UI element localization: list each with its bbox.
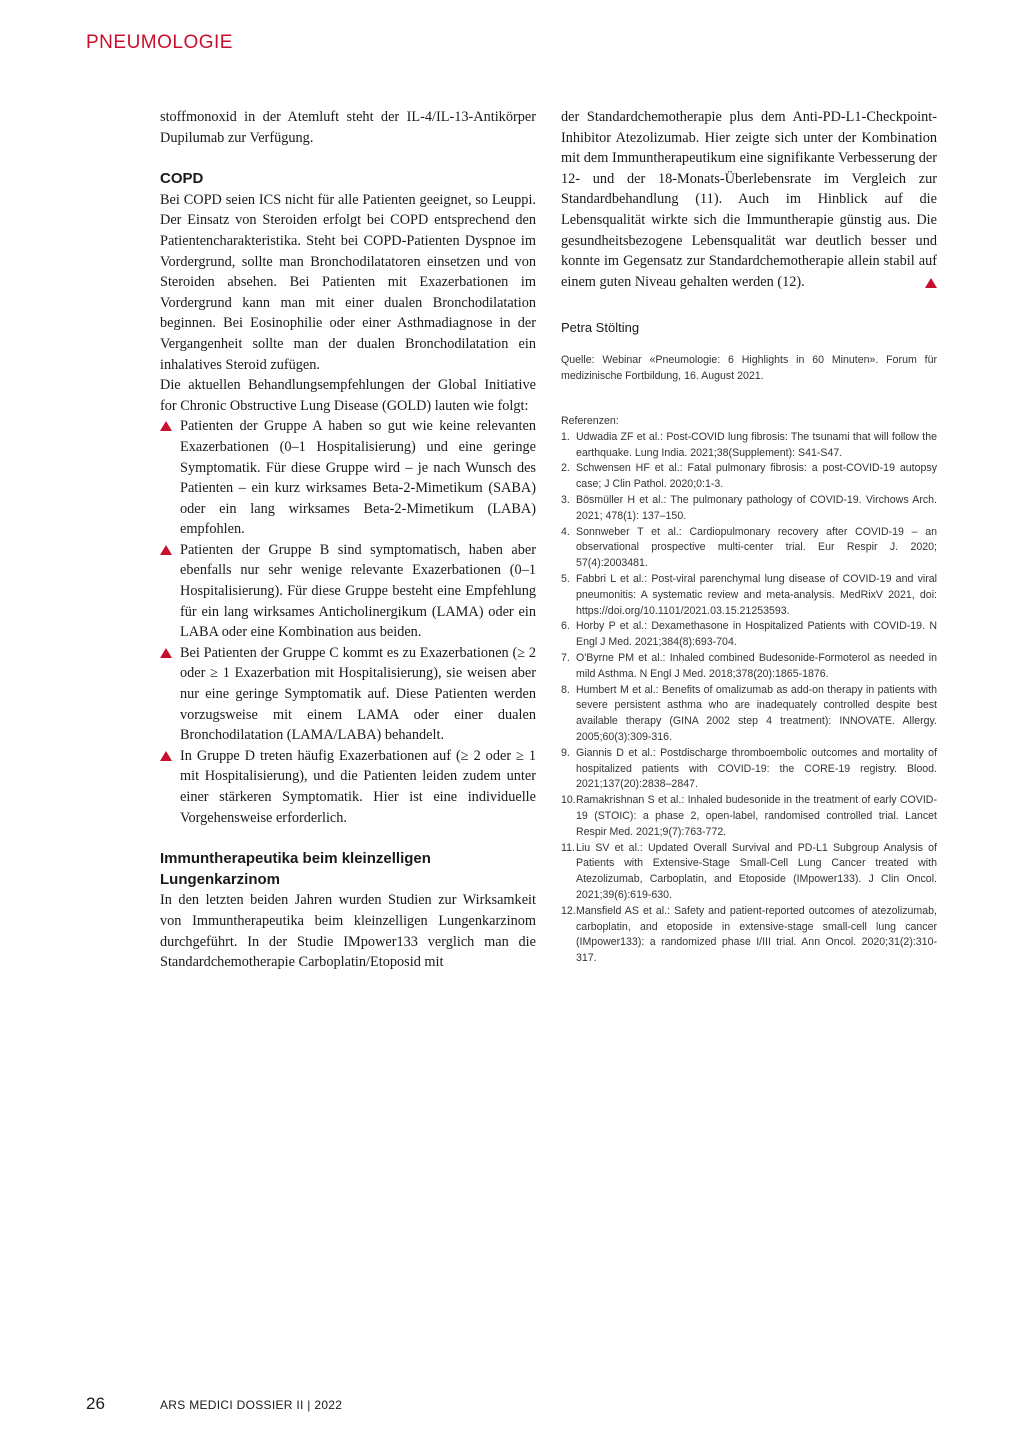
- reference-item: [561, 746, 937, 793]
- reference-number: 8.: [561, 683, 570, 696]
- reference-item: [561, 904, 937, 967]
- publication-name: ARS MEDICI DOSSIER II | 2022: [160, 1398, 343, 1412]
- left-column: [160, 107, 536, 973]
- continued-paragraph: [561, 107, 937, 292]
- triangle-bullet-icon: [160, 648, 172, 658]
- list-item: [160, 643, 536, 746]
- page-number: 26: [86, 1394, 105, 1413]
- reference-text: Udwadia ZF et al.: Post-COVID lung fibrosis: The tsunami that will follow the earthquake. Lung India. 2021;38(Supplement): S41-S47.: [576, 430, 937, 459]
- list-item-text: Bei Patienten der Gruppe C kommt es zu Exazerbationen (≥ 2 oder ≥ 1 Exazerbation mit Hospitalisierung), sie weisen aber nur eine geringe Symptomatik auf. Diese Patienten werden vorzugsweise mit einem LAMA oder einer dualen Bronchodilatation (LAMA/LABA) behandelt.: [180, 644, 536, 744]
- reference-item: [561, 619, 937, 651]
- list-item-text: Patienten der Gruppe A haben so gut wie keine relevanten Exazerbationen (0–1 Hospitalisierung) und eine geringe Symptomatik. Für diese Gruppe wird – je nach Wunsch des Patienten – ein kurz wirksames Beta-2-Mimetikum (SABA) oder ein lang wirksames Beta-2-Mimetikum (LABA) empfohlen.: [180, 418, 536, 538]
- reference-number: 12.: [561, 904, 576, 917]
- reference-number: 5.: [561, 573, 570, 586]
- source-note: Quelle: Webinar «Pneumologie: 6 Highlights in 60 Minuten». Forum für medizinische Fortbildung, 16. August 2021.: [561, 354, 937, 382]
- continued-paragraph-text: der Standardchemotherapie plus dem Anti-PD-L1-Checkpoint-Inhibitor Atezolizumab. Hier zeigte sich unter der Kombination mit dem Immuntherapeutikum eine signifikante Verbesserung der 12- und der 18-Monats-Überlebensrate im Vergleich zur Standardbehandlung (11). Auch im Hinblick auf die Lebensqualität wirkte sich die Immuntherapie günstig aus. Die gesundheitsbezogene Lebensqualität war deutlich besser und konnte im Gegensatz zur Standardchemotherapie allein stabil auf einem guten Niveau gehalten werden (12).: [561, 109, 937, 290]
- section-label: PNEUMOLOGIE: [86, 32, 233, 53]
- author-name: Petra Stölting: [561, 320, 640, 336]
- reference-number: 6.: [561, 620, 570, 633]
- copd-heading: COPD: [160, 170, 204, 188]
- reference-item: [561, 461, 937, 493]
- list-item-text: In Gruppe D treten häufig Exazerbationen auf (≥ 2 oder ≥ 1 mit Hospitalisierung), und die Patienten leiden zudem unter einer stärkeren Symptomatik. Hier ist eine individuelle Vorgehensweise erforderlich.: [180, 747, 536, 826]
- list-item: [160, 746, 536, 828]
- list-item: [160, 416, 536, 540]
- copd-paragraph-1: Bei COPD seien ICS nicht für alle Patienten geeignet, so Leuppi. Der Einsatz von Steroiden erfolgt bei COPD entsprechend den Patientencharakteristika. Steht bei COPD-Patienten Dyspnoe im Vordergrund, sollte man Bronchodilatatoren einsetzen und von Steroiden absehen. Bei Patienten mit Exazerbationen im Vordergrund kann man mit einer dualen Bronchodilatation beginnen. Bei Eosinophilie oder einer Asthmadiagnose in der Vergangenheit sollte man der dualen Bronchodilatation ein inhalatives Steroid zufügen.: [160, 191, 536, 373]
- reference-text: Fabbri L et al.: Post-viral parenchymal lung disease of COVID-19 and viral pneumonitis: A systematic review and meta-analysis. MedRixV 2021, doi: https://doi.org/10.1101/2021.03.15.21253593.: [576, 573, 937, 617]
- reference-text: Sonnweber T et al.: Cardiopulmonary recovery after COVID-19 – an observational prospective multi-center trial. Eur Respir J. 2020; 57(4):2003481.: [576, 525, 937, 570]
- reference-item: [561, 683, 937, 746]
- immuntherapie-paragraph: In den letzten beiden Jahren wurden Studien zur Wirksamkeit von Immuntherapeutika beim kleinzelligen Lungenkarzinom durchgeführt. In der Studie IMpower133 verglich man die Standardchemotherapie Carboplatin/Etoposid mit: [160, 892, 536, 971]
- reference-number: 1.: [561, 430, 570, 443]
- reference-text: Liu SV et al.: Updated Overall Survival and PD-L1 Subgroup Analysis of Patients with Extensive-Stage Small-Cell Lung Cancer treated with Atezolizumab, Carboplatin, and Etoposide (IMpower133). J Clin Oncol. 2021;39(6):619-630.: [576, 841, 937, 901]
- references-list: [561, 430, 937, 967]
- triangle-bullet-icon: [160, 421, 172, 431]
- reference-text: Ramakrishnan S et al.: Inhaled budesonide in the treatment of early COVID-19 (STOIC): a phase 2, open-label, randomised controlled trial. Lancet Respir Med. 2021;9(7):763-772.: [576, 794, 937, 838]
- immuntherapie-heading: Immuntherapeutika beim kleinzelligen Lungenkarzinom: [160, 850, 431, 888]
- reference-text: Schwensen HF et al.: Fatal pulmonary fibrosis: a post-COVID-19 autopsy case; J Clin Pathol. 2020;0:1-3.: [576, 462, 937, 491]
- reference-text: Mansfield AS et al.: Safety and patient-reported outcomes of atezolizumab, carboplatin, and etoposide in extensive-stage small-cell lung cancer (IMpower133): a randomized phase I/III trial. Ann Oncol. 2020;31(2):310-317.: [576, 904, 937, 965]
- triangle-bullet-icon: [160, 545, 172, 555]
- reference-text: O'Byrne PM et al.: Inhaled combined Budesonide-Formoterol as needed in mild Asthma. N Engl J Med. 2018;378(20):1865-1876.: [576, 652, 937, 680]
- references-title: Referenzen:: [561, 415, 619, 428]
- reference-item: [561, 841, 937, 904]
- reference-item: [561, 430, 937, 462]
- reference-text: Giannis D et al.: Postdischarge thromboembolic outcomes and mortality of hospitalized patients with COVID-19: the CORE-19 registry. Blood. 2021;137(20):2838–2847.: [576, 746, 937, 791]
- reference-number: 10.: [561, 794, 576, 807]
- reference-text: Humbert M et al.: Benefits of omalizumab as add-on therapy in patients with severe persistent asthma who are inadequately controlled despite best available therapy (GINA 2002 step 4 treatment): INNOVATE. Allergy. 2005;60(3):309-316.: [576, 683, 937, 743]
- reference-item: [561, 493, 937, 525]
- reference-item: [561, 525, 937, 572]
- reference-item: [561, 793, 937, 840]
- reference-number: 3.: [561, 494, 570, 507]
- right-column: [561, 107, 937, 967]
- reference-text: Horby P et al.: Dexamethasone in Hospitalized Patients with COVID-19. N Engl J Med. 2021;384(8):693-704.: [576, 620, 937, 649]
- triangle-bullet-icon: [160, 751, 172, 761]
- intro-paragraph: stoffmonoxid in der Atemluft steht der IL-4/IL-13-Antikörper Dupilumab zur Verfügung.: [160, 109, 536, 146]
- reference-number: 11.: [561, 841, 575, 854]
- reference-item: [561, 651, 937, 683]
- list-item: [160, 540, 536, 643]
- copd-paragraph-2: Die aktuellen Behandlungsempfehlungen der Global Initiative for Chronic Obstructive Lung Disease (GOLD) lauten wie folgt:: [160, 377, 536, 414]
- end-of-article-icon: [925, 278, 937, 288]
- gold-group-list: [160, 416, 536, 828]
- reference-number: 4.: [561, 525, 570, 538]
- list-item-text: Patienten der Gruppe B sind symptomatisch, haben aber ebenfalls nur sehr wenige relevante Exazerbationen (0–1 Hospitalisierung). Für diese Gruppe besteht eine Empfehlung für ein lang wirksames Anticholinergikum (LAMA) oder ein LABA oder eine Kombination aus beiden.: [180, 541, 536, 641]
- reference-number: 7.: [561, 652, 570, 664]
- reference-number: 9.: [561, 746, 570, 759]
- reference-text: Bösmüller H et al.: The pulmonary pathology of COVID-19. Virchows Arch. 2021; 478(1): 137–150.: [576, 494, 937, 522]
- reference-item: [561, 572, 937, 619]
- reference-number: 2.: [561, 462, 570, 475]
